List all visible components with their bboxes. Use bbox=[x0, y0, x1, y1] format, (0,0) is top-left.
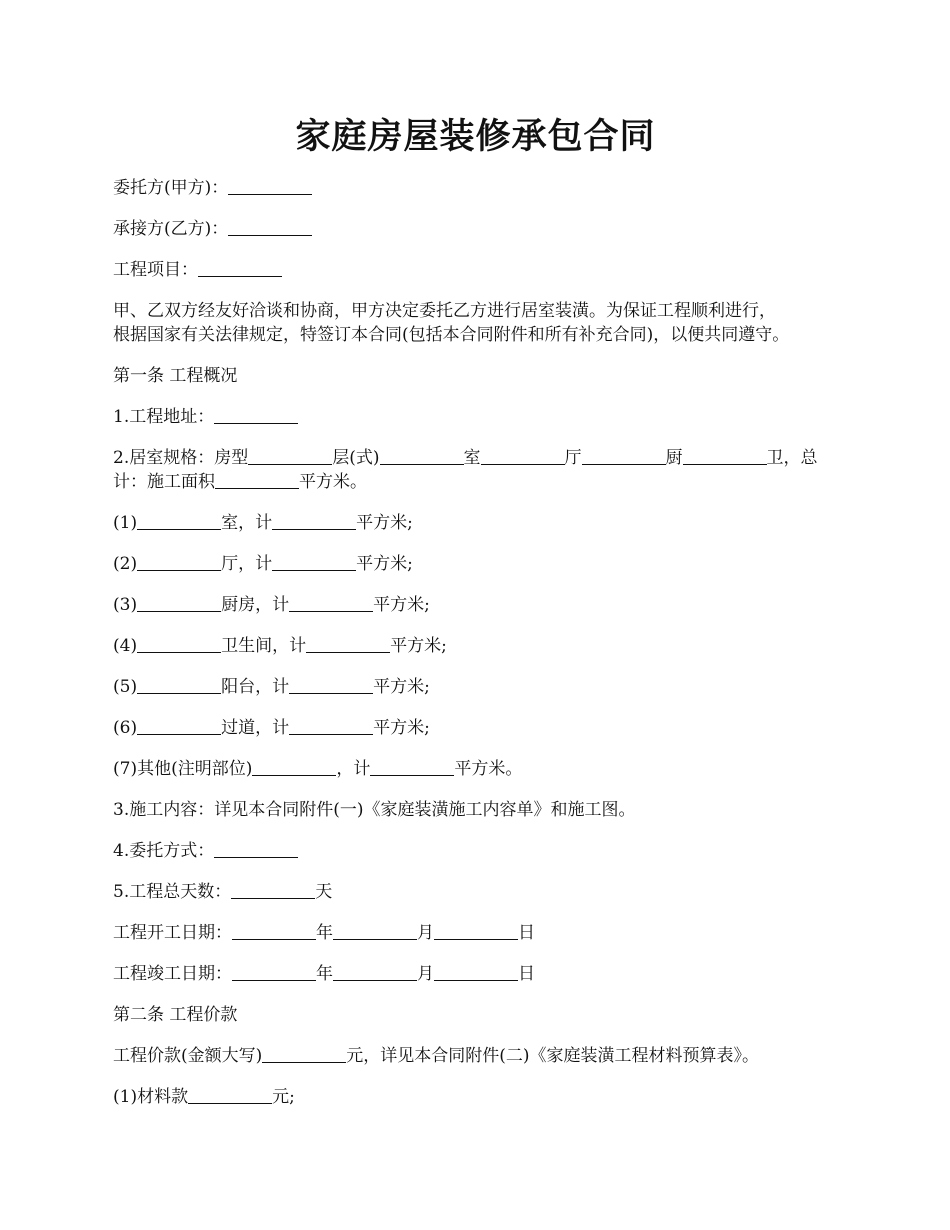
content-line: 3.施工内容：详见本合同附件(一)《家庭装潢施工内容单》和施工图。 bbox=[113, 800, 636, 820]
address-blank bbox=[214, 405, 298, 424]
method-label: 4.委托方式： bbox=[113, 841, 215, 861]
room-number: (5) bbox=[113, 677, 138, 697]
room-area-blank bbox=[289, 716, 373, 735]
address-label: 1.工程地址： bbox=[113, 407, 215, 427]
price-label: 工程价款(金额大写) bbox=[113, 1046, 263, 1066]
intro-line-1: 甲、乙双方经友好洽谈和协商，甲方决定委托乙方进行居室装潢。为保证工程顺利进行， bbox=[113, 301, 776, 321]
material-line bbox=[113, 1085, 838, 1109]
spec-blank bbox=[380, 446, 464, 465]
project-blank bbox=[198, 258, 282, 277]
room-name: 过道，计 bbox=[221, 718, 290, 738]
room-name: 厅，计 bbox=[221, 554, 273, 574]
room-blank bbox=[137, 675, 221, 694]
document-title: 家庭房屋装修承包合同 bbox=[295, 116, 656, 157]
intro-line-2: 根据国家有关法律规定，特签订本合同(包括本合同附件和所有补充合同)，以便共同遵守。 bbox=[113, 325, 790, 345]
party-b-blank bbox=[228, 217, 312, 236]
other-label: (7)其他(注明部位) bbox=[113, 759, 253, 779]
room-unit: 平方米; bbox=[373, 595, 430, 615]
month-blank bbox=[333, 962, 417, 981]
room-area-blank bbox=[272, 511, 356, 530]
material-unit: 元; bbox=[272, 1087, 295, 1107]
spec-label: 2.居室规格：房型 bbox=[113, 448, 249, 468]
days-blank bbox=[231, 880, 315, 899]
room-unit: 平方米; bbox=[373, 718, 430, 738]
spec-blank bbox=[481, 446, 565, 465]
other-area-blank bbox=[370, 757, 454, 776]
room-area-blank bbox=[272, 552, 356, 571]
price-text: 元，详见本合同附件(二)《家庭装潢工程材料预算表》。 bbox=[346, 1046, 760, 1066]
other-room-line bbox=[113, 757, 838, 781]
room-area-blank bbox=[289, 593, 373, 612]
end-date-label: 工程竣工日期： bbox=[113, 964, 232, 984]
spec-text: 卫，总 bbox=[766, 448, 818, 468]
material-blank bbox=[188, 1085, 272, 1104]
contract-body bbox=[113, 176, 838, 1109]
party-b-line bbox=[113, 217, 838, 241]
price-line bbox=[113, 1044, 838, 1068]
year-blank bbox=[232, 962, 316, 981]
room-line bbox=[113, 593, 838, 617]
party-b-label: 承接方(乙方)： bbox=[113, 219, 229, 239]
end-date-line bbox=[113, 962, 838, 986]
spec-blank bbox=[582, 446, 666, 465]
party-a-blank bbox=[228, 176, 312, 195]
other-text: ，计 bbox=[336, 759, 371, 779]
day-blank bbox=[434, 921, 518, 940]
spec-text: 厅 bbox=[564, 448, 582, 468]
room-name: 厨房，计 bbox=[221, 595, 290, 615]
room-line bbox=[113, 511, 838, 535]
start-date-label: 工程开工日期： bbox=[113, 923, 232, 943]
spec-text: 室 bbox=[463, 448, 481, 468]
year-blank bbox=[232, 921, 316, 940]
room-unit: 平方米; bbox=[356, 513, 413, 533]
method-line bbox=[113, 839, 838, 863]
price-blank bbox=[262, 1044, 346, 1063]
room-line bbox=[113, 552, 838, 576]
room-line bbox=[113, 675, 838, 699]
method-blank bbox=[214, 839, 298, 858]
room-number: (6) bbox=[113, 718, 138, 738]
party-a-label: 委托方(甲方)： bbox=[113, 178, 229, 198]
room-number: (1) bbox=[113, 513, 138, 533]
spec-blank bbox=[215, 470, 299, 489]
month-blank bbox=[333, 921, 417, 940]
room-number: (2) bbox=[113, 554, 138, 574]
material-label: (1)材料款 bbox=[113, 1087, 189, 1107]
intro-paragraph bbox=[113, 299, 838, 347]
room-area-blank bbox=[306, 634, 390, 653]
room-blank bbox=[137, 511, 221, 530]
day-unit: 日 bbox=[518, 923, 535, 943]
party-a-line bbox=[113, 176, 838, 200]
days-line bbox=[113, 880, 838, 904]
month-unit: 月 bbox=[417, 923, 434, 943]
spec-text: 层(式) bbox=[332, 448, 380, 468]
year-unit: 年 bbox=[316, 923, 333, 943]
room-unit: 平方米; bbox=[356, 554, 413, 574]
room-name: 卫生间，计 bbox=[221, 636, 307, 656]
day-blank bbox=[434, 962, 518, 981]
room-number: (3) bbox=[113, 595, 138, 615]
days-unit: 天 bbox=[315, 882, 333, 902]
project-line bbox=[113, 258, 838, 282]
spec-text: 平方米。 bbox=[299, 472, 367, 492]
room-unit: 平方米; bbox=[390, 636, 447, 656]
room-blank bbox=[137, 593, 221, 612]
spec-text: 厨 bbox=[665, 448, 683, 468]
room-number: (4) bbox=[113, 636, 138, 656]
room-line bbox=[113, 716, 838, 740]
room-spec-paragraph bbox=[113, 446, 838, 494]
room-line bbox=[113, 634, 838, 658]
day-unit: 日 bbox=[518, 964, 535, 984]
spec-blank bbox=[683, 446, 767, 465]
address-line bbox=[113, 405, 838, 429]
room-name: 室，计 bbox=[221, 513, 273, 533]
other-unit: 平方米。 bbox=[454, 759, 523, 779]
spec-text: 计：施工面积 bbox=[113, 472, 215, 492]
article-1-heading: 第一条 工程概况 bbox=[113, 366, 238, 386]
month-unit: 月 bbox=[417, 964, 434, 984]
room-blank bbox=[137, 634, 221, 653]
room-blank bbox=[137, 552, 221, 571]
year-unit: 年 bbox=[316, 964, 333, 984]
room-name: 阳台，计 bbox=[221, 677, 290, 697]
start-date-line bbox=[113, 921, 838, 945]
other-blank bbox=[252, 757, 336, 776]
spec-blank bbox=[248, 446, 332, 465]
room-area-blank bbox=[289, 675, 373, 694]
room-blank bbox=[137, 716, 221, 735]
project-label: 工程项目： bbox=[113, 260, 198, 280]
days-label: 5.工程总天数： bbox=[113, 882, 232, 902]
room-unit: 平方米; bbox=[373, 677, 430, 697]
article-2-heading: 第二条 工程价款 bbox=[113, 1005, 238, 1025]
